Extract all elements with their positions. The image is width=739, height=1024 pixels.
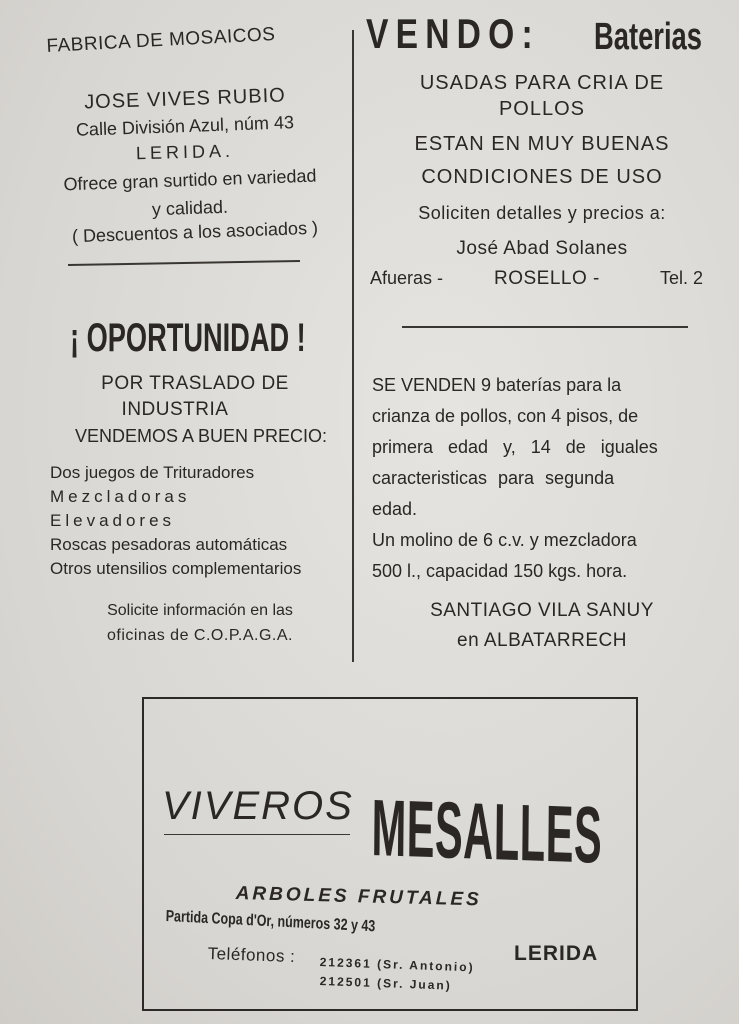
se-venden-line: primera edad y, 14 de iguales xyxy=(372,437,658,457)
se-venden-line: crianza de pollos, con 4 pisos, de xyxy=(372,406,639,426)
viveros-tagline: ARBOLES FRUTALES xyxy=(235,883,483,911)
se-venden-seller: SANTIAGO VILA SANUY xyxy=(430,600,654,621)
viveros-city: LERIDA xyxy=(514,942,599,965)
baterias-heading: Baterias xyxy=(594,16,702,58)
list-item: Dos juegos de Trituradores xyxy=(50,463,255,482)
mosaicos-address: Calle División Azul, núm 43 xyxy=(75,112,295,140)
se-venden-line: 500 l., capacidad 150 kgs. hora. xyxy=(372,561,628,581)
baterias-tel: Tel. 2 xyxy=(660,268,704,288)
oportunidad-items xyxy=(50,461,301,581)
se-venden-line: caracteristicas para segunda xyxy=(372,468,615,488)
mesalles-word: MESALLES xyxy=(371,782,603,880)
se-venden-line: edad. xyxy=(372,499,418,519)
list-item: Mezcladoras xyxy=(50,487,191,506)
list-item: Otros utensilios complementarios xyxy=(50,559,302,578)
oportunidad-headline: ¡ OPORTUNIDAD ! xyxy=(70,316,306,360)
se-venden-line: SE VENDEN 9 baterías para la xyxy=(372,375,622,395)
mosaicos-title: FABRICA DE MOSAICOS xyxy=(46,24,276,57)
se-venden-place: en ALBATARRECH xyxy=(457,630,627,651)
mosaicos-rule xyxy=(68,260,300,266)
list-item: Elevadores xyxy=(50,511,176,530)
baterias-request: Soliciten detalles y precios a: xyxy=(418,203,666,223)
baterias-line4: CONDICIONES DE USO xyxy=(421,166,663,188)
baterias-rule xyxy=(402,326,688,328)
mosaicos-city: LERIDA. xyxy=(135,140,235,164)
list-item: Roscas pesadoras automáticas xyxy=(50,535,288,554)
viveros-underline xyxy=(164,834,350,835)
baterias-town: ROSELLO - xyxy=(494,268,600,289)
se-venden-line: Un molino de 6 c.v. y mezcladora xyxy=(372,530,637,550)
oportunidad-info2: oficinas de C.O.P.A.G.A. xyxy=(106,627,293,644)
viveros-phone2: 212501 (Sr. Juan) xyxy=(319,974,452,993)
baterias-line2: POLLOS xyxy=(498,98,586,120)
mosaicos-name: JOSE VIVES RUBIO xyxy=(83,84,287,114)
baterias-afueras: Afueras - xyxy=(370,268,444,288)
mosaicos-offer-line2: y calidad. xyxy=(151,196,229,220)
oportunidad-sub1: POR TRASLADO DE xyxy=(101,373,289,394)
baterias-line1: USADAS PARA CRIA DE xyxy=(419,72,665,94)
oportunidad-sub3: VENDEMOS A BUEN PRECIO: xyxy=(74,426,328,446)
baterias-line3: ESTAN EN MUY BUENAS xyxy=(414,133,670,155)
se-venden-body xyxy=(372,370,707,587)
viveros-phone1: 212361 (Sr. Antonio) xyxy=(319,955,475,975)
column-divider xyxy=(352,30,354,662)
oportunidad-sub2: INDUSTRIA xyxy=(121,399,229,420)
baterias-contact-name: José Abad Solanes xyxy=(456,238,628,259)
mosaicos-offer-line1: Ofrece gran surtido en variedad xyxy=(63,165,317,195)
vendo-heading: VENDO: xyxy=(366,10,540,57)
viveros-address: Partida Copa d'Or, números 32 y 43 xyxy=(165,908,376,936)
viveros-phones-label: Teléfonos : xyxy=(207,944,296,967)
viveros-word: VIVEROS xyxy=(162,784,354,828)
mosaicos-discount: ( Descuentos a los asociados ) xyxy=(71,217,319,247)
oportunidad-info1: Solicite información en las xyxy=(107,602,293,619)
